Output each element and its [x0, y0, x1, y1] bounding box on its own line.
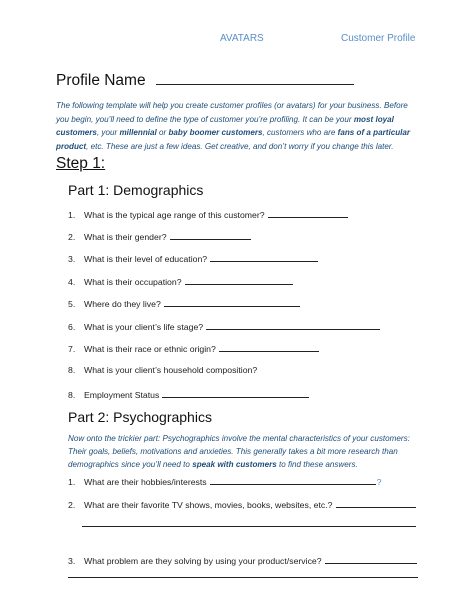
profile-name-line — [156, 72, 354, 85]
demographic-question — [68, 252, 318, 264]
header-avatars: AVATARS — [220, 33, 264, 44]
intro-text: or — [156, 128, 169, 137]
question-text: What are their favorite TV shows, movies, books, websites, etc.? — [84, 500, 333, 510]
question-text: Where do they live? — [84, 299, 161, 309]
question-text: What is your client’s life stage? — [84, 322, 204, 332]
part2-heading: Part 2: Psychographics — [68, 409, 212, 425]
answer-line[interactable] — [206, 320, 380, 330]
profile-name-title — [56, 72, 354, 90]
intro-paragraph — [56, 99, 422, 153]
intro-text: to find these answers. — [276, 460, 358, 469]
question-text: What is your client’s household composition? — [84, 365, 258, 375]
answer-line[interactable] — [219, 342, 319, 352]
question-number: 4. — [68, 277, 76, 287]
demographic-question — [68, 208, 348, 220]
intro-bold: speak with customers — [192, 460, 277, 469]
answer-line[interactable] — [162, 388, 309, 398]
intro-bold: baby boomer customers — [168, 128, 263, 137]
question-number: 6. — [68, 322, 76, 332]
profile-name-label: Profile Name — [56, 72, 146, 89]
answer-line[interactable] — [268, 208, 348, 218]
intro-bold: millennial — [119, 128, 157, 137]
question-text: What is their gender? — [84, 232, 167, 242]
question-number: 5. — [68, 299, 76, 309]
psychographic-question — [68, 498, 416, 510]
question-number: 1. — [68, 477, 76, 487]
question-number: 1. — [68, 210, 76, 220]
intro-text: Now onto the trickier part: Psychographics involve the mental characteristics of your customers: Their goals, beliefs, motivations and anxieties. This generally takes a bit more research than demographics since you’ll need to — [68, 434, 410, 469]
answer-line-continued[interactable] — [82, 526, 416, 527]
intro-text: , etc. These are just a few ideas. Get creative, and don’t worry if you change this later. — [86, 141, 394, 151]
question-text: What is the typical age range of this customer? — [84, 210, 265, 220]
header-customer-profile: Customer Profile — [341, 33, 416, 44]
question-mark: ? — [376, 477, 382, 487]
answer-line[interactable] — [185, 275, 293, 285]
demographic-question — [68, 388, 309, 400]
answer-line[interactable] — [325, 554, 417, 564]
answer-line[interactable] — [336, 498, 416, 508]
question-number: 2. — [68, 500, 76, 510]
answer-line[interactable] — [210, 475, 376, 485]
question-number: 2. — [68, 232, 76, 242]
question-text: What is their occupation? — [84, 277, 182, 287]
demographic-question — [68, 275, 293, 287]
part1-heading: Part 1: Demographics — [68, 182, 204, 198]
question-text: What is their level of education? — [84, 254, 208, 264]
question-text: Employment Status — [84, 390, 160, 400]
intro-text: , customers who are — [262, 128, 338, 137]
question-text: What is their race or ethnic origin? — [84, 344, 216, 354]
question-number: 3. — [68, 556, 76, 566]
demographic-question — [68, 297, 300, 309]
demographic-question — [68, 365, 257, 375]
psychographic-question — [68, 475, 382, 487]
demographic-question — [68, 230, 251, 242]
intro-bold: fans of a particular product — [56, 128, 411, 151]
demographic-question — [68, 320, 380, 332]
step-heading: Step 1: — [56, 155, 106, 172]
psychographic-question — [68, 554, 417, 566]
intro-bold: most loyal customers — [56, 114, 394, 137]
answer-line[interactable] — [164, 297, 300, 307]
psychographics-intro — [68, 432, 420, 471]
question-number: 8. — [68, 365, 76, 375]
question-number: 8. — [68, 390, 76, 400]
answer-line[interactable] — [170, 230, 251, 240]
question-text: What problem are they solving by using your product/service? — [84, 556, 322, 566]
intro-text: The following template will help you create customer profiles (or avatars) for your business. Before you begin, you’ll need to define the type of customer you’re profiling. It can be your — [56, 101, 408, 124]
question-text: What are their hobbies/interests — [84, 477, 207, 487]
question-number: 7. — [68, 344, 76, 354]
answer-line[interactable] — [210, 252, 318, 262]
demographic-question — [68, 342, 319, 354]
intro-text: , your — [96, 128, 120, 137]
question-number: 3. — [68, 254, 76, 264]
answer-line-continued[interactable] — [68, 577, 418, 578]
